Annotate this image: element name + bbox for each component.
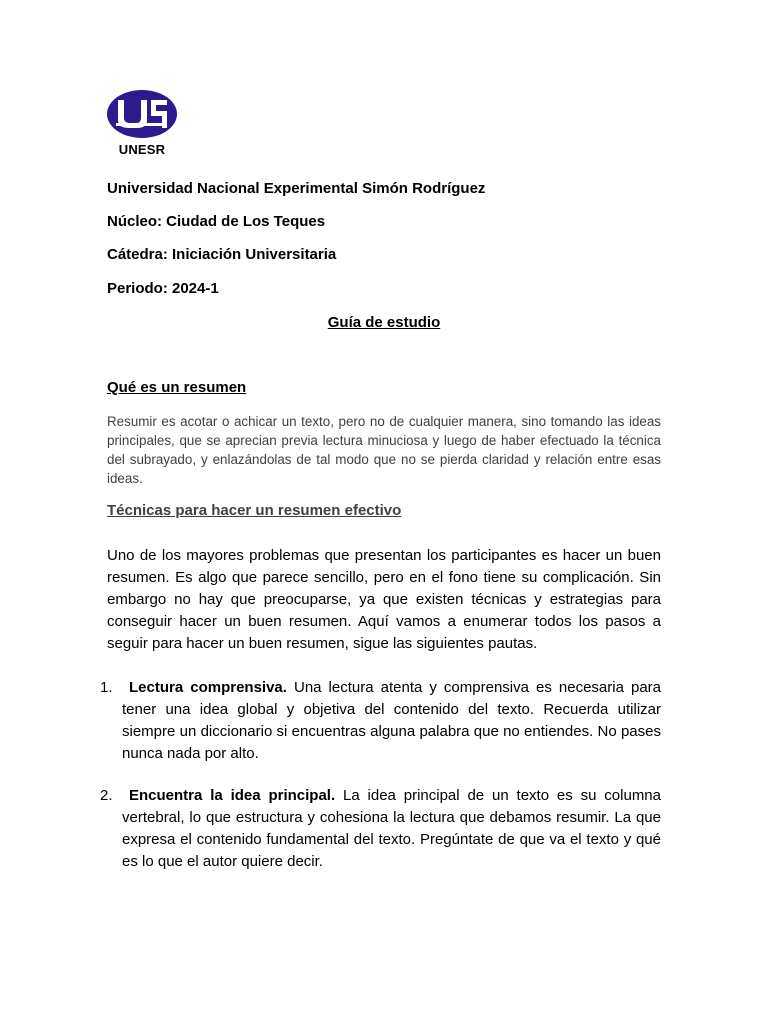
list-item <box>100 785 661 873</box>
list-item-body <box>122 785 661 873</box>
section-heading-resumen: Qué es un resumen <box>107 379 247 396</box>
unesr-logo-icon <box>104 90 180 142</box>
university-name: Universidad Nacional Experimental Simón Rodríguez <box>107 180 486 197</box>
list-item-title: Lectura comprensiva. <box>129 679 287 696</box>
page-title: Guía de estudio <box>327 314 441 331</box>
section-paragraph-tecnicas: Uno de los mayores problemas que presentan los participantes es hacer un buen resumen. Es algo que parece sencillo, pero en el fono tiene su complicación. Sin embargo no hay que preocuparse, ya que existen técnicas y estrategias para conseguir hacer un buen resumen. Aquí vamos a enumerar todos los pasos a seguir para hacer un buen resumen, sigue las siguientes pautas. <box>107 547 661 652</box>
list-item <box>100 677 661 765</box>
list-item-title: Encuentra la idea principal. <box>129 787 336 804</box>
section-paragraph-resumen: Resumir es acotar o achicar un texto, pero no de cualquier manera, sino tomando las ideas principales, que se aprecian previa lectura minuciosa y luego de haber efectuado la técnica del subrayado, y enlazándolas de tal modo que no se pierda claridad y relación entre esas ideas. <box>107 414 661 486</box>
unesr-logo <box>104 90 180 162</box>
list-item-body <box>122 677 661 765</box>
catedra-line: Cátedra: Iniciación Universitaria <box>107 246 337 263</box>
logo-text: UNESR <box>118 142 166 157</box>
list-item-text: La idea principal de un texto es su columna vertebral, lo que estructura y cohesiona la lectura que debamos resumir. La que expresa el contenido fundamental del texto. Pregúntate de que va el texto y qué es lo que el autor quiere decir. <box>122 787 661 870</box>
nucleo-line: Núcleo: Ciudad de Los Teques <box>107 213 326 230</box>
list-item-number: 2. <box>100 787 113 804</box>
section-heading-tecnicas: Técnicas para hacer un resumen efectivo <box>107 502 402 519</box>
list-item-number: 1. <box>100 679 113 696</box>
periodo-line: Periodo: 2024-1 <box>107 280 219 297</box>
list-item-text: Una lectura atenta y comprensiva es necesaria para tener una idea global y objetiva del contenido del texto. Recuerda utilizar siempre un diccionario si encuentras alguna palabra que no entiendes. No pases nunca nada por alto. <box>122 679 662 762</box>
